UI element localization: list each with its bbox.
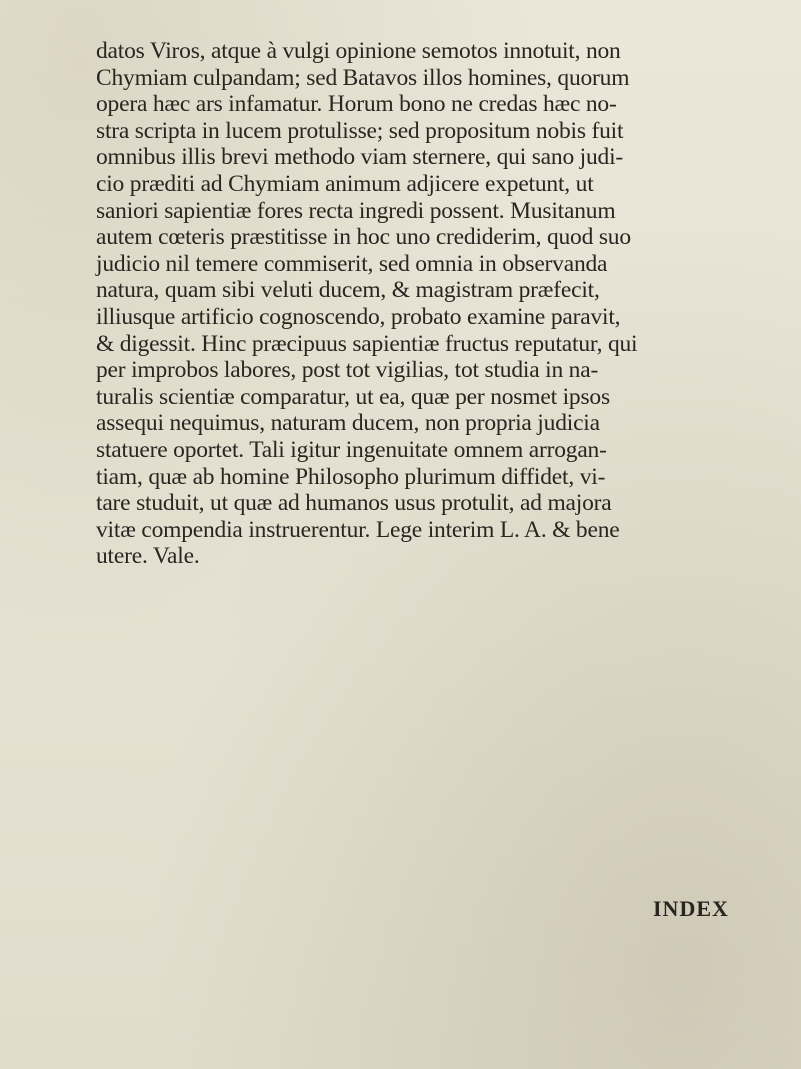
text-line: per improbos labores, post tot vigilias, tot studia in na- [96, 357, 599, 384]
text-line: opera hæc ars infamatur. Horum bono ne credas hæc no- [96, 91, 617, 118]
text-line: saniori sapientiæ fores recta ingredi possent. Musitanum [96, 197, 616, 224]
catchword: INDEX [653, 896, 729, 921]
text-line: omnibus illis brevi methodo viam sternere, qui sano judi- [96, 144, 624, 171]
text-line: cio præditi ad Chymiam animum adjicere expetunt, ut [96, 170, 594, 197]
text-line: illiusque artificio cognoscendo, probato examine paravit, [96, 303, 621, 330]
text-line: & digessit. Hinc præcipuus sapientiæ fructus reputatur, qui [96, 330, 638, 357]
text-line: tare studuit, ut quæ ad humanos usus protulit, ad majora [96, 490, 612, 517]
text-line: utere. Vale. [96, 543, 200, 570]
text-line: autem cœteris præstitisse in hoc uno crediderim, quod suo [96, 224, 631, 251]
text-line: turalis scientiæ comparatur, ut ea, quæ per nosmet ipsos [96, 383, 610, 410]
text-line: natura, quam sibi veluti ducem, & magistram præfecit, [96, 277, 600, 304]
body-text [96, 38, 732, 570]
text-line: statuere oportet. Tali igitur ingenuitate omnem arrogan- [96, 436, 607, 463]
text-line: Chymiam culpandam; sed Batavos illos homines, quorum [96, 64, 630, 91]
text-line: vitæ compendia instruerentur. Lege interim L. A. & bene [96, 516, 620, 543]
text-line: datos Viros, atque à vulgi opinione semotos innotuit, non [96, 38, 621, 64]
text-line: judicio nil temere commiserit, sed omnia in observanda [96, 250, 608, 277]
text-line: stra scripta in lucem protulisse; sed propositum nobis fuit [96, 117, 624, 144]
text-line: tiam, quæ ab homine Philosopho plurimum diffidet, vi- [96, 463, 606, 490]
text-line: assequi nequimus, naturam ducem, non propria judicia [96, 410, 600, 437]
